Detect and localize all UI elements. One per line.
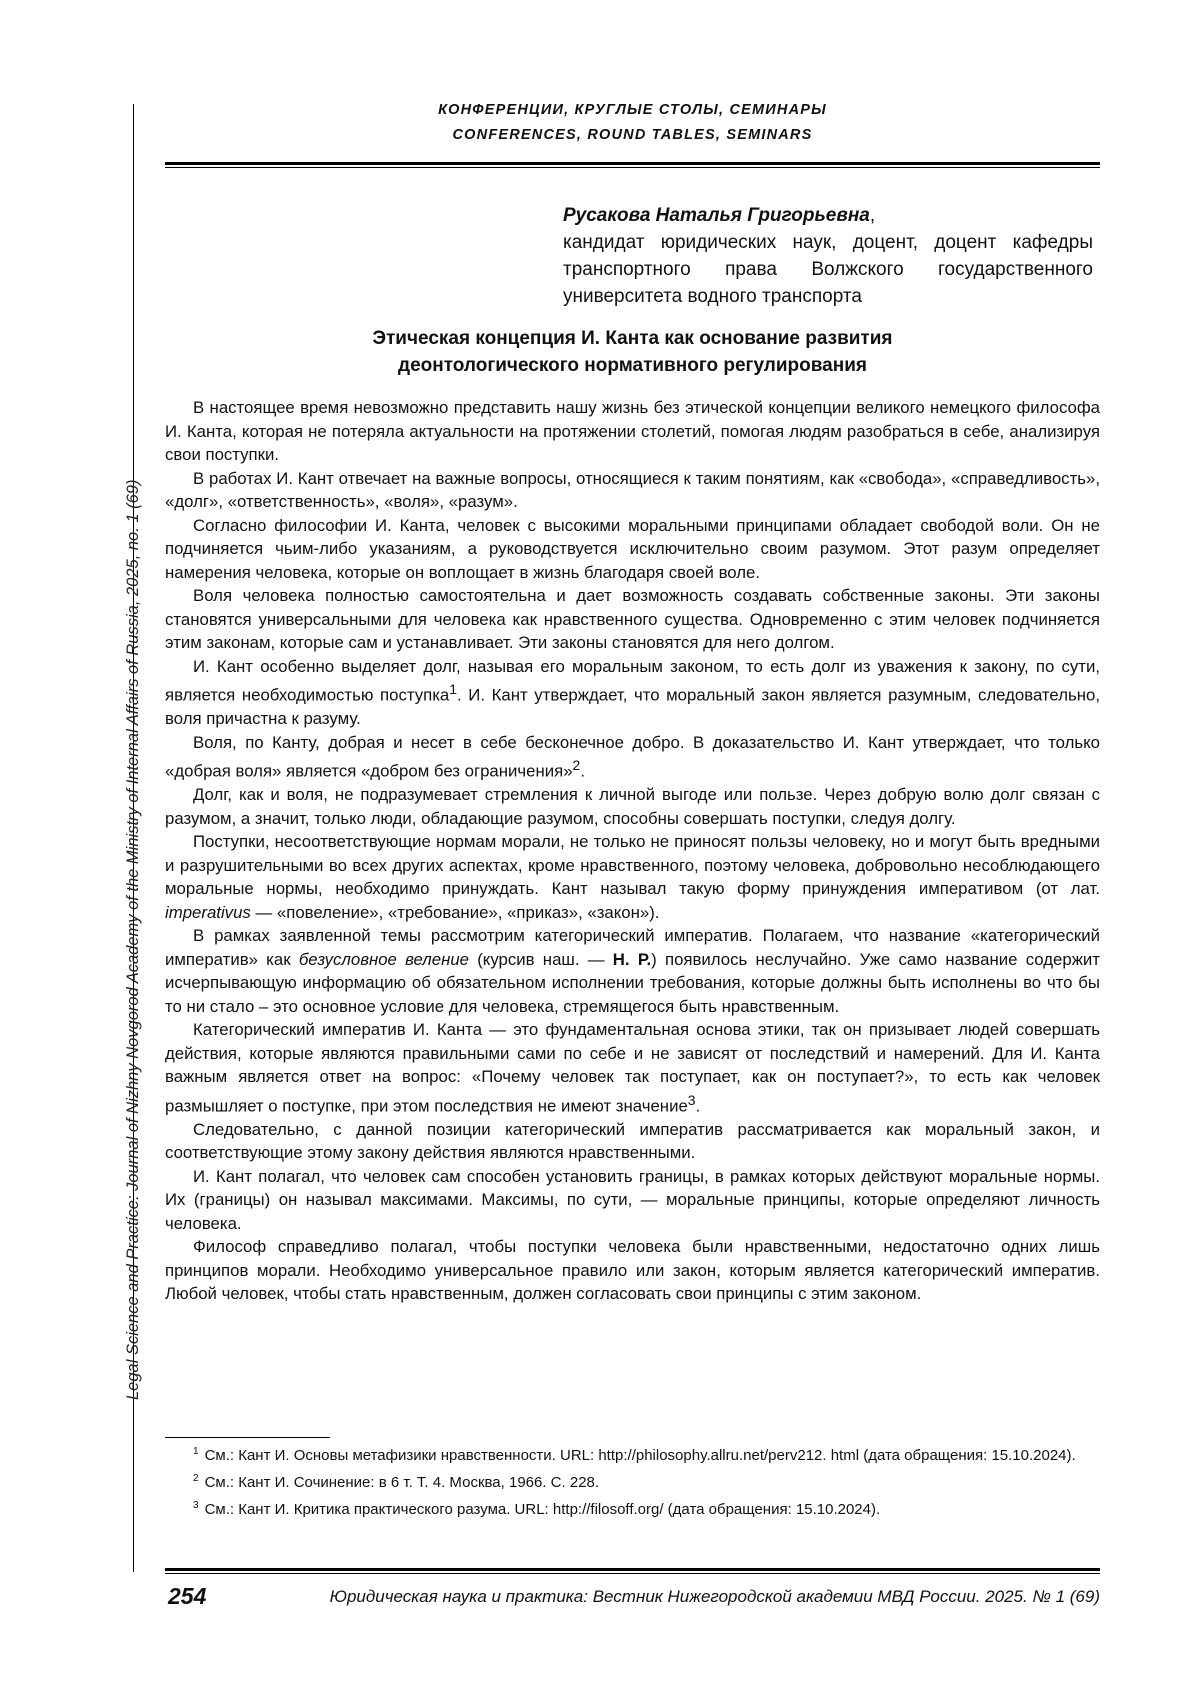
paragraph-text: — «повеление», «требование», «приказ», «закон»). — [250, 902, 660, 922]
paragraph — [165, 924, 1100, 1018]
footnote-number: 1 — [193, 1446, 199, 1457]
footnote-number: 3 — [193, 1500, 199, 1511]
footnote — [165, 1495, 1100, 1520]
paragraph — [165, 830, 1100, 924]
paragraph — [165, 514, 1100, 585]
paragraph-text: Воля человека полностью самостоятельна и дает возможность создавать собственные законы. Эти законы становятся универсальными для человека как нравственного существа. Одновременно с этим человек подчиняется этим законам, которые сам и устанавливает. Эти законы становятся для него долгом. — [165, 586, 1100, 652]
header-rule-thin — [165, 167, 1100, 168]
author-affiliation: кандидат юридических наук, доцент, доцент кафедры транспортного права Волжского государственного университета водного транспорта — [563, 232, 1093, 307]
article-title-line-1: Этическая концепция И. Канта как основание развития — [372, 328, 893, 349]
paragraph — [165, 655, 1100, 731]
footnote — [165, 1441, 1100, 1466]
footnote-text: См.: Кант И. Основы метафизики нравственности. URL: http://philosophy.allru.net/perv212. html (дата обращения: 15.10.2024). — [204, 1447, 1076, 1464]
section-header-ru: КОНФЕРЕНЦИИ, КРУГЛЫЕ СТОЛЫ, СЕМИНАРЫ — [438, 102, 827, 118]
paragraph-text: Следовательно, с данной позиции категорический императив рассматривается как моральный закон, и соответствующие этому закону действия являются нравственными. — [165, 1119, 1100, 1163]
paragraph-text: Философ справедливо полагал, чтобы поступки человека были нравственными, недостаточно одних лишь принципов морали. Необходимо универсальное правило или закон, которым является категорический императив. Любой человек, чтобы стать нравственным, должен согласовать свои принципы с этим законом. — [165, 1237, 1100, 1304]
paragraph-text: В настоящее время невозможно представить нашу жизнь без этической концепции великого немецкого философа И. Канта, которая не потеряла актуальности на протяжении столетий, помогая людям разобраться в себе, анализируя свои поступки. — [165, 398, 1100, 464]
footnote-separator — [165, 1437, 330, 1438]
italic-term: безусловное веление — [298, 949, 469, 969]
paragraph — [165, 1018, 1100, 1118]
paragraph-text: В рамках заявленной темы рассмотрим категорический императив. Полагаем, что название «категорический императив» как — [165, 926, 1100, 969]
page-number: 254 — [168, 1583, 207, 1609]
paragraph-text: И. Кант полагал, что человек сам способен установить границы, в рамках которых действуют моральные нормы. Их (границы) он называл максимами. Максимы, по сути, — моральные принципы, которые определяют личность человека. — [165, 1166, 1100, 1233]
paragraph — [165, 1118, 1100, 1165]
footer-rule-thin — [165, 1573, 1100, 1574]
paragraph — [165, 467, 1100, 514]
article-body — [165, 396, 1100, 1306]
paragraph — [165, 584, 1100, 655]
author-name: Русакова Наталья Григорьевна — [563, 205, 870, 226]
paragraph-text: Воля, по Канту, добрая и несет в себе бесконечное добро. В доказательство И. Кант утверждает, что только «добрая воля» является «добром без ограничения» — [165, 732, 1100, 781]
footnote-text: См.: Кант И. Критика практического разума. URL: http://filosoff.org/ (дата обращения: 15.10.2024). — [204, 1501, 881, 1518]
footnote-ref: 1 — [449, 681, 458, 697]
paragraph-text: . И. Кант утверждает, что моральный закон является разумным, следовательно, воля причастна к разуму. — [165, 685, 1100, 729]
header-rule-thick — [165, 162, 1100, 165]
footnote-ref: 3 — [687, 1091, 696, 1108]
footer-rule-thick — [165, 1568, 1100, 1571]
italic-term: imperativus — [165, 902, 251, 922]
paragraph-text: Поступки, несоответствующие нормам морали, не только не приносят пользы человеку, но и могут быть вредными и разрушительными во всех других аспектах, кроме нравственного, поэтому человека, добровольно несоблюдающего моральные нормы, необходимо принуждать. Кант называл такую форму принуждения императивом (от лат. — [165, 832, 1100, 899]
paragraph-text: В работах И. Кант отвечает на важные вопросы, относящиеся к таким понятиям, как «свобода», «справедливость», «долг», «ответственность», «воля», «разум». — [165, 468, 1100, 511]
paragraph-text: (курсив наш. — — [468, 949, 613, 969]
footnote — [165, 1468, 1100, 1493]
footer-journal-title: Юридическая наука и практика: Вестник Нижегородской академии МВД России. 2025. № 1 (69) — [329, 1587, 1100, 1606]
author-block: Русакова Наталья Григорьевна, кандидат юридических наук, доцент, доцент кафедры транспортного права Волжского государственного университета водного транспорта — [563, 202, 1093, 310]
paragraph — [165, 1235, 1100, 1306]
article-title — [165, 325, 1100, 379]
footnote-text: См.: Кант И. Сочинение: в 6 т. Т. 4. Москва, 1966. С. 228. — [204, 1474, 600, 1491]
article-title-line-2: деонтологического нормативного регулирования — [398, 355, 867, 376]
paragraph-text: ) появилось неслучайно. Уже само название содержит исчерпывающую информацию об обязательном исполнении требования, которые должны быть исполнены во что бы то ни стало – это основное условие для человека, стремящегося быть нравственным. — [165, 949, 1100, 1016]
footnote-number: 2 — [193, 1473, 199, 1484]
section-header-en: CONFERENCES, ROUND TABLES, SEMINARS — [452, 127, 813, 143]
paragraph-text: Долг, как и воля, не подразумевает стремления к личной выгоде или пользе. Через добрую волю долг связан с разумом, а значит, только люди, обладающие разумом, способны совершать поступки, следуя долгу. — [165, 785, 1100, 828]
paragraph-text: Категорический императив И. Канта — это фундаментальная основа этики, так он призывает людей совершать действия, которые являются правильными сами по себе и не зависят от последствий и намерений. Для И. Канта важным является ответ на вопрос: «Почему человек так поступает, как он поступает?», то есть как человек размышляет о поступке, при этом последствия не имеют значение — [165, 1020, 1100, 1116]
bold-initials: Н. Р. — [612, 949, 652, 969]
footnotes — [165, 1441, 1100, 1522]
footnote-ref: 2 — [572, 757, 581, 774]
paragraph — [165, 731, 1100, 784]
paragraph — [165, 396, 1100, 467]
paragraph-text: И. Кант особенно выделяет долг, называя его моральным законом, то есть долг из уважения к закону, по сути, является необходимостью поступка — [165, 656, 1100, 705]
paragraph — [165, 1165, 1100, 1236]
paragraph — [165, 783, 1100, 830]
paragraph-text: . — [695, 1096, 701, 1116]
paragraph-text: . — [580, 761, 585, 781]
side-journal-title: Legal Science and Practice: Journal of Nizhny Novgorod Academy of the Ministry of Internal Affairs of Russia, 2025, no. 1 (69) — [124, 479, 142, 1400]
paragraph-text: Согласно философии И. Канта, человек с высокими моральными принципами обладает свободой воли. Он не подчиняется чьим-либо указаниям, а руководствуется исключительно своим разумом. Этот разум определяет намерения человека, которые он воплощает в жизнь благодаря своей воле. — [165, 515, 1100, 582]
